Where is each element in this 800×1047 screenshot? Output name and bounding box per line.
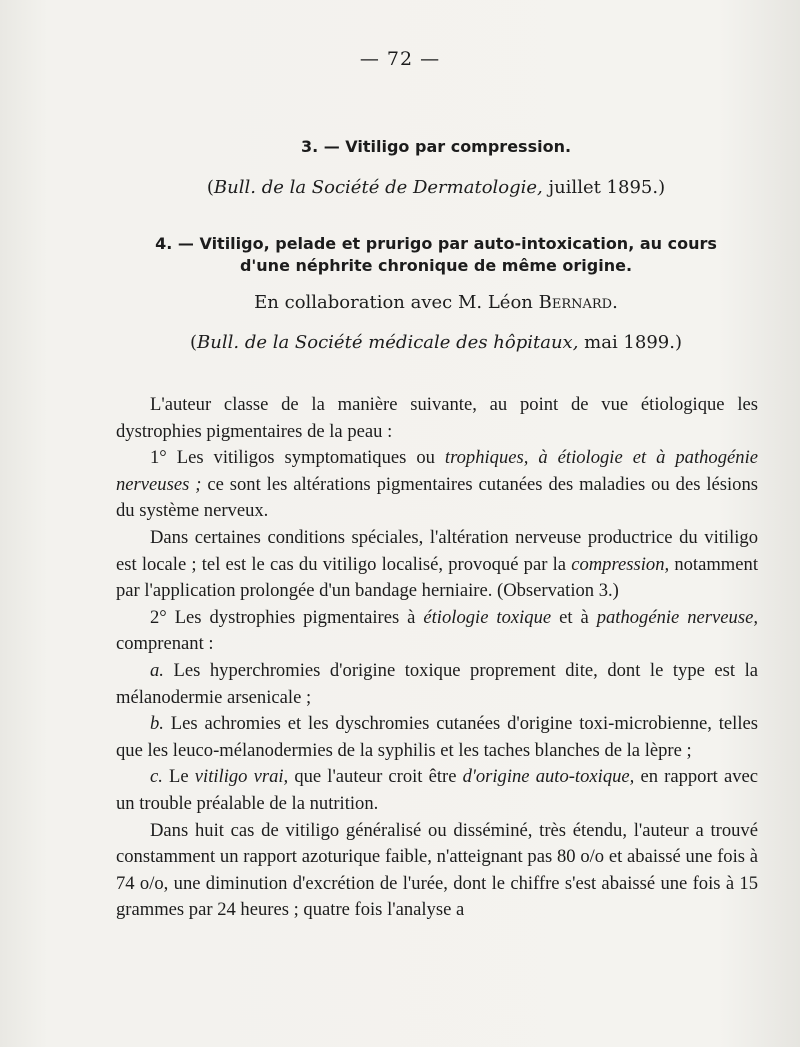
text-run: Le	[162, 766, 195, 788]
italic-run: b.	[150, 713, 164, 735]
ref-date: mai 1899.)	[578, 332, 682, 353]
italic-run: trophiques, à étiologie et à pathogénie nerveuses ;	[116, 447, 758, 495]
collab-prefix: En collaboration avec M. Léon	[254, 292, 539, 313]
paragraph-7	[116, 764, 758, 817]
ref-journal: Bull. de la Société médicale des hôpitaux,	[197, 332, 579, 353]
italic-run: pathogénie nerveuse,	[596, 606, 758, 628]
ref-date: juillet 1895.)	[542, 177, 666, 198]
paragraph-3	[116, 525, 758, 605]
ref-paren: (	[190, 332, 198, 353]
text-run: Dans certaines conditions spéciales, l'altération nerveuse productrice du vitiligo est locale ; tel est le cas du vitiligo localisé, provoqué par la	[116, 526, 758, 575]
body-text	[116, 392, 758, 924]
text-run: comprenant :	[116, 633, 214, 655]
collab-suffix: .	[612, 292, 618, 313]
collaboration-line	[116, 292, 756, 313]
section-4-title	[116, 233, 756, 277]
italic-run: vitiligo vrai,	[194, 766, 289, 788]
italic-run: a.	[150, 659, 164, 681]
paragraph-5	[116, 658, 758, 711]
ref-paren: (	[206, 177, 214, 198]
paragraph-8: Dans huit cas de vitiligo généralisé ou disséminé, très étendu, l'auteur a trouvé constamment un rapport azoturique faible, n'atteignant pas 80 o/o et abaissé une fois à 74 o/o, une diminution d'excrétion de l'urée, dont le chiffre s'est abaissé une fois à 15 grammes par 24 heures ; quatre fois l'analyse a	[116, 819, 758, 921]
text-run: ce sont les altérations pigmentaires cutanées des maladies ou des lésions du système nerveux.	[116, 473, 758, 522]
text-run: et à	[551, 606, 597, 628]
paragraph-6	[116, 711, 758, 764]
italic-run: d'origine auto-toxique,	[462, 766, 635, 788]
section-3-title: 3. — Vitiligo par compression.	[300, 137, 572, 156]
text-run: en rapport avec un trouble préalable de la nutrition.	[116, 766, 759, 814]
ref-journal: Bull. de la Société de Dermatologie,	[213, 177, 543, 198]
text-run: que l'auteur croit être	[288, 766, 463, 788]
collab-name: Bernard	[538, 292, 613, 313]
paragraph-4	[116, 605, 758, 658]
text-run: Les achromies et les dyschromies cutanées d'origine toxi-microbienne, telles que les leuco-mélanodermies de la syphilis et les taches blanches de la lèpre ;	[116, 713, 758, 761]
text-run: Les hyperchromies d'origine toxique proprement dite, dont le type est la mélanodermie arsenicale ;	[116, 659, 758, 708]
section-4-reference	[116, 331, 756, 355]
paragraph-1: L'auteur classe de la manière suivante, au point de vue étiologique les dystrophies pigmentaires de la peau :	[116, 394, 758, 442]
text-run: 1° Les vitiligos symptomatiques ou	[150, 447, 445, 469]
section-4-title-line1: 4. — Vitiligo, pelade et prurigo par auto-intoxication, au cours	[155, 234, 717, 253]
italic-run: compression,	[571, 553, 670, 575]
paragraph-2	[116, 445, 758, 525]
text-run: 2° Les dystrophies pigmentaires à	[150, 606, 424, 628]
page-number: — 72 —	[359, 48, 441, 70]
text-run: notamment par l'application prolongée d'un bandage herniaire. (Observation 3.)	[116, 553, 758, 602]
section-3-reference	[116, 176, 756, 200]
section-4-title-line2: d'une néphrite chronique de même origine.	[239, 256, 633, 275]
italic-run: étiologie toxique	[423, 606, 552, 628]
italic-run: c.	[150, 766, 163, 788]
